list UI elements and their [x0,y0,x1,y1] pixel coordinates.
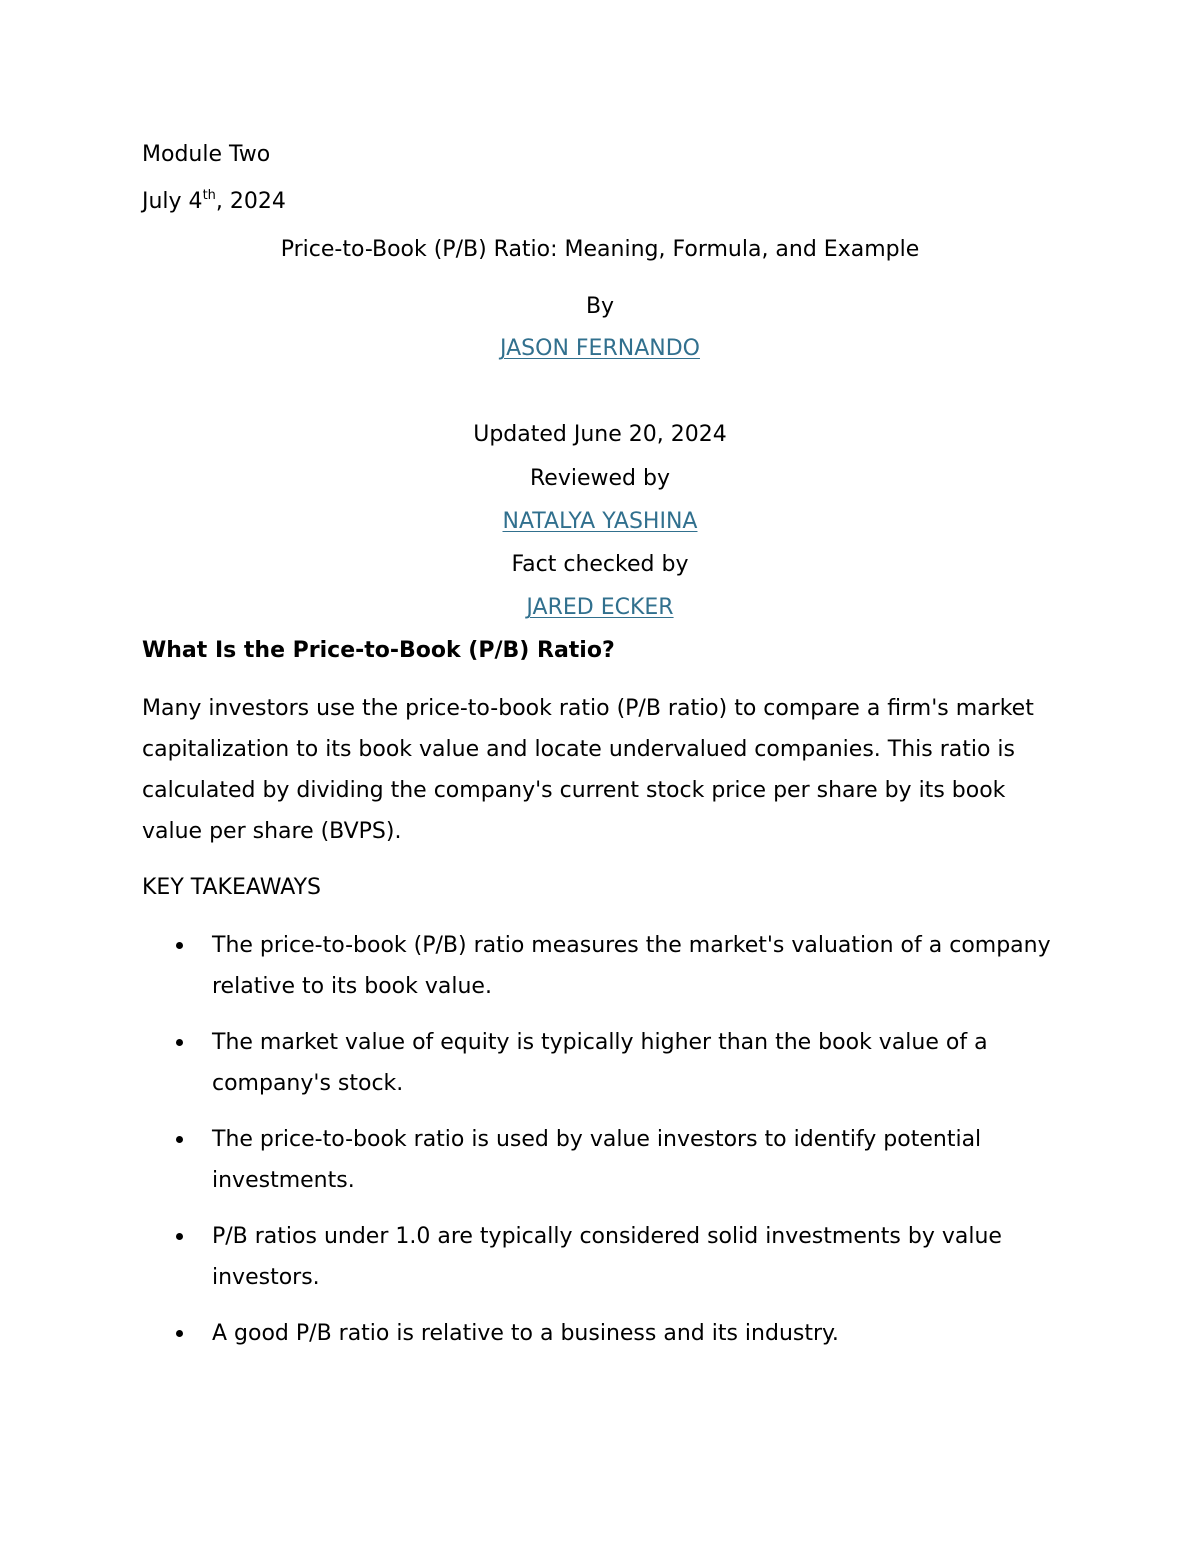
bullet-icon [176,1039,183,1046]
author-link[interactable]: JASON FERNANDO [500,336,700,361]
reviewer-row [0,509,1200,535]
reviewer-link[interactable]: NATALYA YASHINA [502,509,698,534]
takeaway-text: P/B ratios under 1.0 are typically considered solid investments by value investors. [212,1224,1002,1290]
fact-checker-link[interactable]: JARED ECKER [526,595,674,620]
bullet-icon [176,942,183,949]
list-item [142,1313,1072,1354]
fact-checked-label: Fact checked by [511,552,689,577]
takeaway-text: The price-to-book (P/B) ratio measures the market's valuation of a company relative to its book value. [212,933,1051,999]
date-superscript: th [202,188,216,203]
intro-paragraph: Many investors use the price-to-book ratio (P/B ratio) to compare a firm's market capitalization to its book value and locate undervalued companies. This ratio is calculated by dividing the company's current stock price per share by its book value per share (BVPS). [142,696,1034,844]
list-item [142,925,1072,1007]
bullet-icon [176,1330,183,1337]
key-takeaways-label: KEY TAKEAWAYS [142,875,322,900]
reviewed-by-label: Reviewed by [530,466,670,491]
list-item [142,1119,1072,1201]
author-row [0,336,1200,362]
bullet-icon [176,1233,183,1240]
by-label: By [585,294,615,319]
document-date [142,189,286,215]
key-takeaways-list [142,925,1072,1369]
list-item [142,1216,1072,1298]
section-heading: What Is the Price-to-Book (P/B) Ratio? [142,638,615,663]
date-suffix: , 2024 [215,189,286,214]
list-item [142,1022,1072,1104]
article-title: Price-to-Book (P/B) Ratio: Meaning, Formula, and Example [280,237,920,262]
takeaway-text: The market value of equity is typically higher than the book value of a company's stock. [212,1030,988,1096]
bullet-icon [176,1136,183,1143]
updated-date: Updated June 20, 2024 [473,422,727,447]
date-prefix: July 4 [142,189,203,214]
fact-checker-row [0,595,1200,621]
takeaway-text: A good P/B ratio is relative to a business and its industry. [212,1321,839,1346]
takeaway-text: The price-to-book ratio is used by value investors to identify potential investments. [212,1127,982,1193]
module-label: Module Two [142,142,271,167]
